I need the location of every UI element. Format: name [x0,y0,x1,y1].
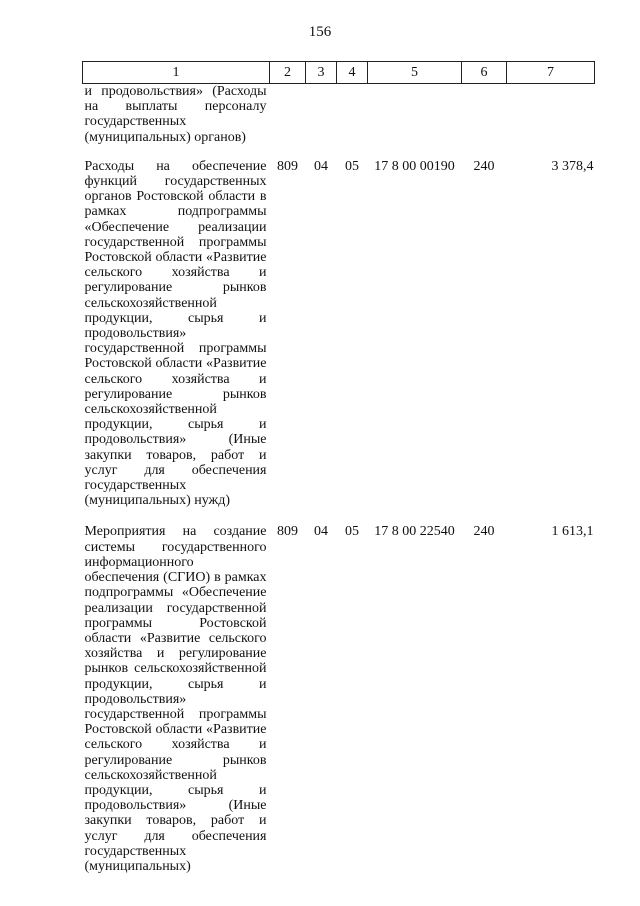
row-description: и продовольствия» (Расходы на выплаты персоналу государственных (муниципальных) органов) [84,84,267,145]
table-row [83,84,595,159]
row-amount: 3 378,4 [551,158,594,174]
row-subsection: 05 [345,524,359,540]
row-ministry: 809 [277,524,298,540]
row-expense-type: 240 [473,524,495,540]
row-expense-type [462,84,507,159]
row-section: 04 [314,158,328,174]
column-header: 2 [270,62,306,84]
row-description: Мероприятия на создание системы государственного информационного обеспечения (СГИО) в рамках подпрограммы «Обеспечение реализации государственной программы Ростовской области «Развитие сельского хозяйства и регулирование рынков сельскохозяйственной продукции, сырья и продовольствия» государственной программы Ростовской области «Развитие сельского хозяйства и регулирование рынков сельскохозяйственной продукции, сырья и продовольствия» (Иные закупки товаров, работ и услуг для обеспечения государственных (муниципальных) [84,524,267,874]
page-number: 156 [308,24,332,40]
row-subsection [337,84,368,159]
column-header: 4 [337,62,368,84]
row-description: Расходы на обеспечение функций государственных органов Ростовской области в рамках подпрограммы «Обеспечение реализации государственной программы Ростовской области «Развитие сельского хозяйства и регулирование рынков сельскохозяйственной продукции, сырья и продовольствия» государственной программы Ростовской области «Развитие сельского хозяйства и регулирование рынков сельскохозяйственной продукции, сырья и продовольствия» (Иные закупки товаров, работ и услуг для обеспечения государственных (муниципальных) нужд) [84,158,267,509]
column-header: 5 [368,62,462,84]
column-header: 1 [83,62,270,84]
table-header-row [83,62,595,84]
row-amount [507,84,595,159]
row-ministry [270,84,306,159]
column-header: 6 [462,62,507,84]
column-header: 3 [306,62,337,84]
row-subsection: 05 [345,158,359,174]
row-ministry: 809 [277,158,298,174]
row-target [368,84,462,159]
budget-table [82,61,595,874]
table-row [83,159,595,525]
table-row [83,524,595,874]
row-target: 17 8 00 00190 [374,158,455,174]
row-target: 17 8 00 22540 [374,524,455,540]
row-amount: 1 613,1 [551,524,594,540]
row-section [306,84,337,159]
row-expense-type: 240 [473,158,495,174]
row-section: 04 [314,524,328,540]
column-header: 7 [507,62,595,84]
